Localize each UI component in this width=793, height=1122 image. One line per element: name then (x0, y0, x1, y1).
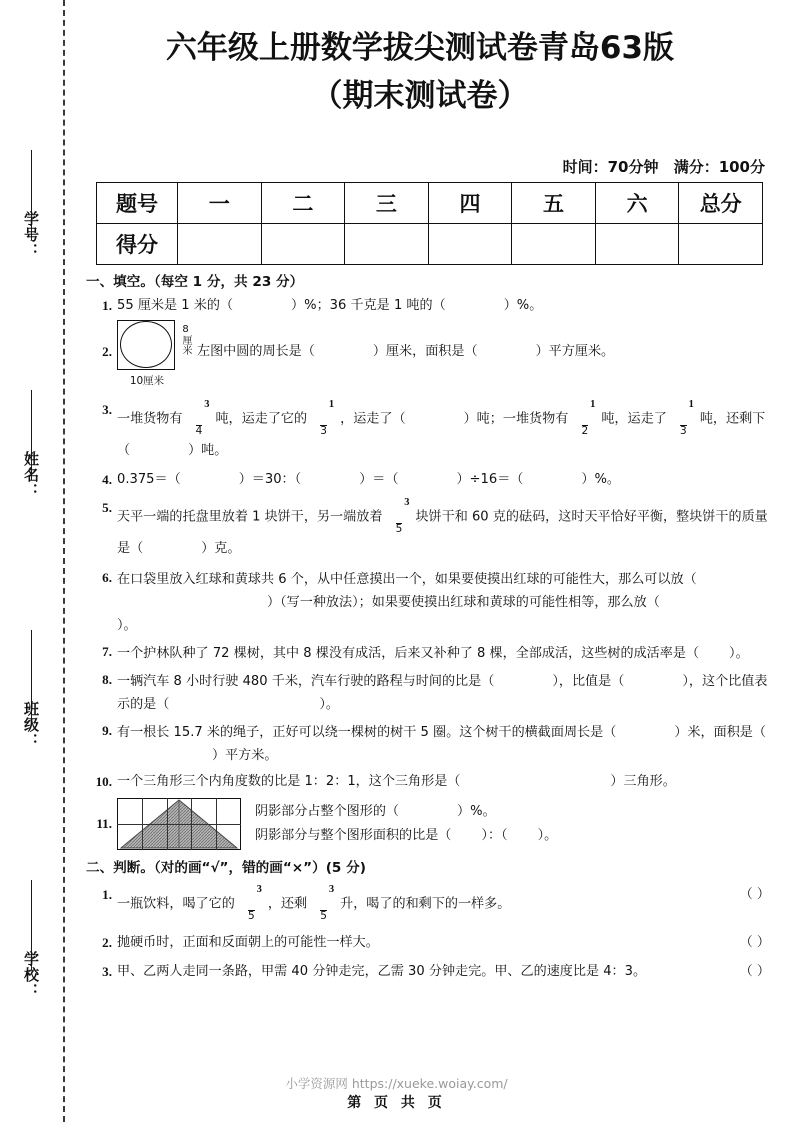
fraction-numerator: 3 (204, 398, 210, 410)
fraction (236, 884, 267, 922)
question-number: 10. (95, 773, 112, 789)
side-field-class-label: 班级： (22, 701, 40, 749)
answer-parenthesis[interactable]: （ ） (739, 963, 770, 979)
exam-content (86, 276, 770, 985)
question-text: 一辆汽车 8 小时行驶 480 千米，汽车行驶的路程与时间的比是（ ），比值是（ ），这个比值表示的是（ ）。 (117, 673, 768, 712)
question-number: 4. (102, 471, 112, 487)
table-row-headers (97, 183, 763, 224)
watermark-text: 小学资源网 https://xueke.woiay.com/ (285, 1076, 508, 1091)
score-table-col-2: 三 (345, 183, 429, 224)
fraction (383, 497, 414, 535)
side-field-school[interactable] (0, 940, 63, 1010)
question-1-7 (86, 642, 770, 665)
question-number: 6. (102, 569, 112, 585)
section-heading-fill-in-blank: 一、填空。（每空 1 分，共 23 分） (86, 274, 304, 290)
score-table-col-0: 一 (178, 183, 262, 224)
question-1-1 (86, 296, 770, 316)
fraction-denominator: 3 (320, 424, 327, 437)
question-text (241, 800, 770, 848)
exam-time-label: 时间：70分钟 (562, 158, 659, 176)
question-text: 一个护林队种了 72 棵树，其中 8 棵没有成活，后来又补种了 8 棵，全部成活，这些树的成活率是（ ）。 (117, 645, 749, 661)
score-cell-4[interactable] (512, 224, 596, 265)
fraction (668, 399, 699, 437)
question-1-10 (86, 772, 770, 792)
fraction-denominator: 4 (195, 424, 203, 437)
page-title: 六年级上册数学拔尖测试卷青岛63版 (165, 30, 675, 66)
question-number: 3. (102, 401, 112, 417)
side-field-student-id[interactable] (0, 200, 63, 270)
question-text: 55 厘米是 1 米的（ ）%；36 千克是 1 吨的（ ）%。 (117, 297, 543, 313)
question-2-1 (86, 885, 770, 923)
question-number: 8. (102, 671, 112, 687)
table-row-scores (97, 224, 763, 265)
question-number: 9. (102, 722, 112, 738)
question-row (117, 933, 770, 953)
fraction-numerator: 1 (688, 398, 694, 410)
side-field-name[interactable] (0, 440, 63, 510)
fraction-denominator: 3 (679, 424, 687, 437)
question-text: 有一根长 15.7 米的绳子，正好可以绕一棵树的树干 5 圈。这个树干的横截面周长是（ ）米，面积是（）平方米。 (117, 724, 766, 763)
score-table-col-5: 六 (595, 183, 679, 224)
question-text: 0.375＝（ ）＝30：（ ）＝（ ）÷16＝（ ）%。 (117, 471, 621, 487)
question-1-4 (86, 470, 770, 490)
circle-shape (120, 321, 172, 368)
question-2-3 (86, 962, 770, 982)
fraction-numerator: 1 (590, 398, 596, 410)
question-text: 甲、乙两人走同一条路，甲需 40 分钟走完，乙需 30 分钟走完。甲、乙的速度比是 4：3。 (117, 963, 647, 979)
question-number: 3. (102, 963, 112, 979)
fraction (183, 399, 214, 437)
question-text: 一个三角形三个内角度数的比是 1：2：1，这个三角形是（ ）三角形。 (117, 773, 676, 789)
fraction-denominator: 5 (395, 522, 403, 535)
question-text: 一瓶饮料，喝了它的 $\frac{3}{5}$ ，还剩 $\frac{3}{5}$ 升，喝了的和剩下的一样多。 (117, 884, 511, 923)
question-number: 11. (96, 815, 112, 831)
side-field-student-id-label: 学号： (22, 211, 40, 259)
fraction-numerator: 3 (404, 496, 410, 508)
fraction-denominator: 5 (320, 910, 327, 923)
circle-in-square-figure (117, 320, 191, 387)
page-footer-label: 第 页 共 页 (347, 1095, 446, 1111)
question-text: 左图中圆的周长是（ ）厘米，面积是（ ）平方厘米。 (197, 343, 615, 359)
figure-label-right: 8厘米 (180, 323, 191, 355)
section-heading-true-false: 二、判断。（对的画“√”，错的画“×”）(5 分) (86, 859, 366, 876)
figure-label-bottom: 10厘米 (129, 374, 165, 387)
question-1-11 (86, 798, 770, 850)
fraction (569, 399, 600, 437)
shaded-triangle-grid-figure (117, 798, 241, 850)
fraction (308, 884, 339, 922)
page-subtitle: （期末测试卷） (311, 78, 529, 114)
question-text: 抛硬币时，正面和反面朝上的可能性一样大。 (117, 934, 379, 950)
score-table-row-label-0: 题号 (97, 183, 178, 224)
answer-parenthesis[interactable]: （ ） (739, 934, 770, 950)
question-1-5 (86, 498, 770, 562)
score-cell-1[interactable] (261, 224, 345, 265)
score-table-row-label-1: 得分 (97, 224, 178, 265)
question-number: 1. (102, 887, 112, 903)
score-table (96, 182, 763, 265)
side-field-class[interactable] (0, 690, 63, 760)
fraction-denominator: 5 (248, 910, 255, 923)
fraction-denominator: 2 (581, 424, 589, 437)
score-cell-3[interactable] (428, 224, 512, 265)
question-1-2 (86, 320, 770, 387)
score-table-col-1: 二 (261, 183, 345, 224)
question-text: 在口袋里放入红球和黄球共 6 个，从中任意摸出一个，如果要使摸出红球的可能性大，那么可以放（）（写一种放法）；如果要使摸出红球和黄球的可能性相等，那么放（）。 (117, 571, 697, 633)
question-text: 天平一端的托盘里放着 1 块饼干，另一端放着 $\frac{3}{5}$ 块饼干和 60 克的砝码，这时天平恰好平衡，整块饼干的质量是（ ）克。 (117, 496, 768, 556)
question-number: 2. (102, 934, 112, 950)
fraction-numerator: 1 (328, 398, 335, 410)
question-number: 2. (102, 343, 112, 359)
fraction-numerator: 3 (328, 884, 335, 896)
score-table-col-3: 四 (428, 183, 512, 224)
circle-in-square-figure-wrap (117, 320, 191, 387)
binding-dashed-line (63, 0, 65, 1122)
question-row (117, 962, 770, 982)
score-table-col-6: 总分 (679, 183, 763, 224)
question-1-3 (86, 400, 770, 464)
question-11-line-1: 阴影部分占整个图形的（ ）%。 (255, 803, 496, 819)
score-cell-5[interactable] (595, 224, 679, 265)
answer-parenthesis[interactable]: （ ） (739, 887, 770, 903)
grid-hline-1 (117, 824, 241, 825)
question-11-line-2: 阴影部分与整个图形面积的比是（ ）：（ ）。 (255, 827, 558, 843)
score-table-col-4: 五 (512, 183, 596, 224)
question-1-9 (86, 721, 770, 767)
question-1-8 (86, 670, 770, 716)
page-header (70, 28, 770, 116)
question-number: 7. (102, 643, 112, 659)
question-number: 5. (102, 499, 112, 515)
side-field-school-label: 学校： (22, 951, 40, 999)
question-row (117, 885, 770, 923)
fraction (308, 399, 339, 437)
question-1-6 (86, 568, 770, 637)
exam-score-label: 满分：100分 (673, 158, 765, 176)
question-2-2 (86, 933, 770, 953)
question-number: 1. (102, 297, 112, 313)
score-cell-6[interactable] (679, 224, 763, 265)
fraction-numerator: 3 (256, 884, 262, 896)
side-field-name-label: 姓名： (22, 451, 40, 499)
exam-meta (70, 156, 765, 177)
score-cell-0[interactable] (178, 224, 262, 265)
question-text: 一堆货物有 $\frac{3}{4}$ 吨，运走了它的 $\frac{1}{3}$ ，运走了（ ）吨；一堆货物有 $\frac{1}{2}$ 吨，运走了 $\frac{1}{3}$ 吨，还剩下（ ）吨。 (117, 398, 766, 458)
student-info-margin (0, 0, 63, 1122)
score-cell-2[interactable] (345, 224, 429, 265)
